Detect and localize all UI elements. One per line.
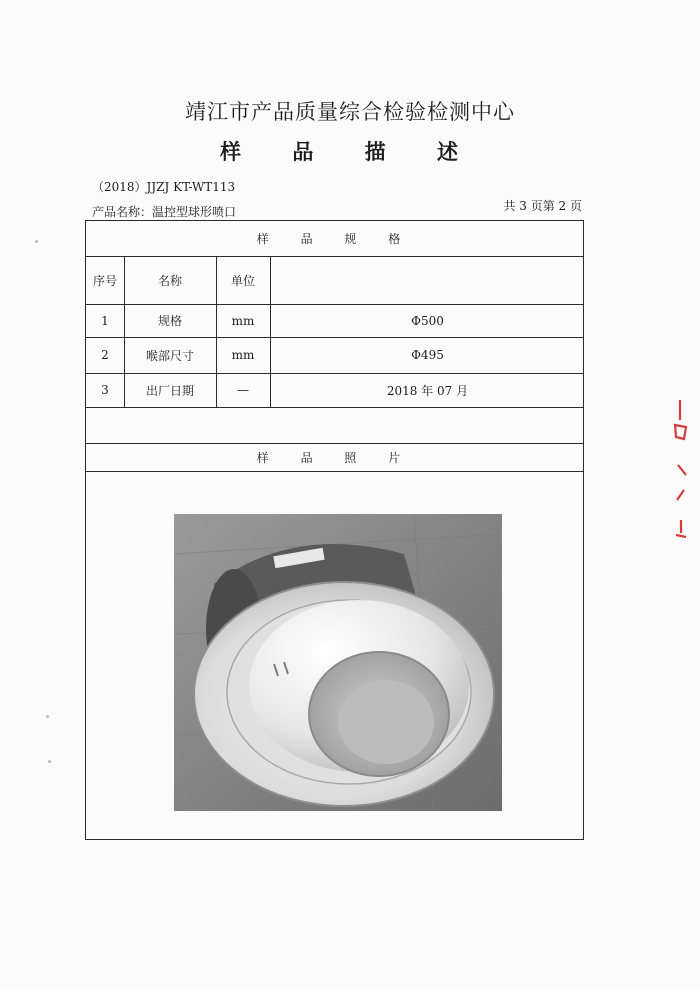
table-row-2-name: 喉部尺寸 — [145, 348, 194, 363]
column-header-unit: 单位 — [230, 273, 255, 288]
red-stamp-fragment — [672, 395, 690, 555]
organization-name: 靖江市产品质量综合检验检测中心 — [185, 100, 515, 124]
column-header-number: 序号 — [92, 273, 117, 288]
column-header-name: 名称 — [157, 273, 182, 288]
table-row-1-value: Φ500 — [411, 313, 444, 328]
table-row-1-name: 规格 — [157, 314, 182, 328]
scan-speck — [46, 715, 49, 718]
report-number: （2018）JJZJ KT-WT113 — [92, 180, 236, 194]
product-name: 产品名称：温控型球形喷口 — [92, 205, 237, 219]
sample-photo — [174, 514, 502, 811]
table-row-1-number: 1 — [101, 313, 109, 328]
table-row-3-name: 出厂日期 — [145, 383, 194, 398]
spec-section-heading: 样 品 规 格 — [256, 232, 415, 246]
table-row-2-unit: mm — [231, 348, 255, 362]
scan-speck — [35, 240, 38, 243]
page-info: 共 3 页第 2 页 — [503, 199, 582, 213]
scan-speck — [48, 760, 51, 763]
column-header-value — [270, 256, 585, 304]
table-row-3-unit: — — [237, 383, 249, 397]
photo-section-heading: 样 品 照 片 — [256, 450, 415, 465]
table-row-3-number: 3 — [101, 383, 109, 397]
table-row-2-value: Φ495 — [411, 348, 444, 362]
table-row-3-value: 2018 年 07 月 — [386, 383, 469, 398]
sample-description-table — [85, 220, 584, 840]
table-row-1-unit: mm — [231, 313, 255, 328]
document-title: 样 品 描 述 — [220, 139, 480, 164]
table-row-2-number: 2 — [101, 348, 109, 362]
